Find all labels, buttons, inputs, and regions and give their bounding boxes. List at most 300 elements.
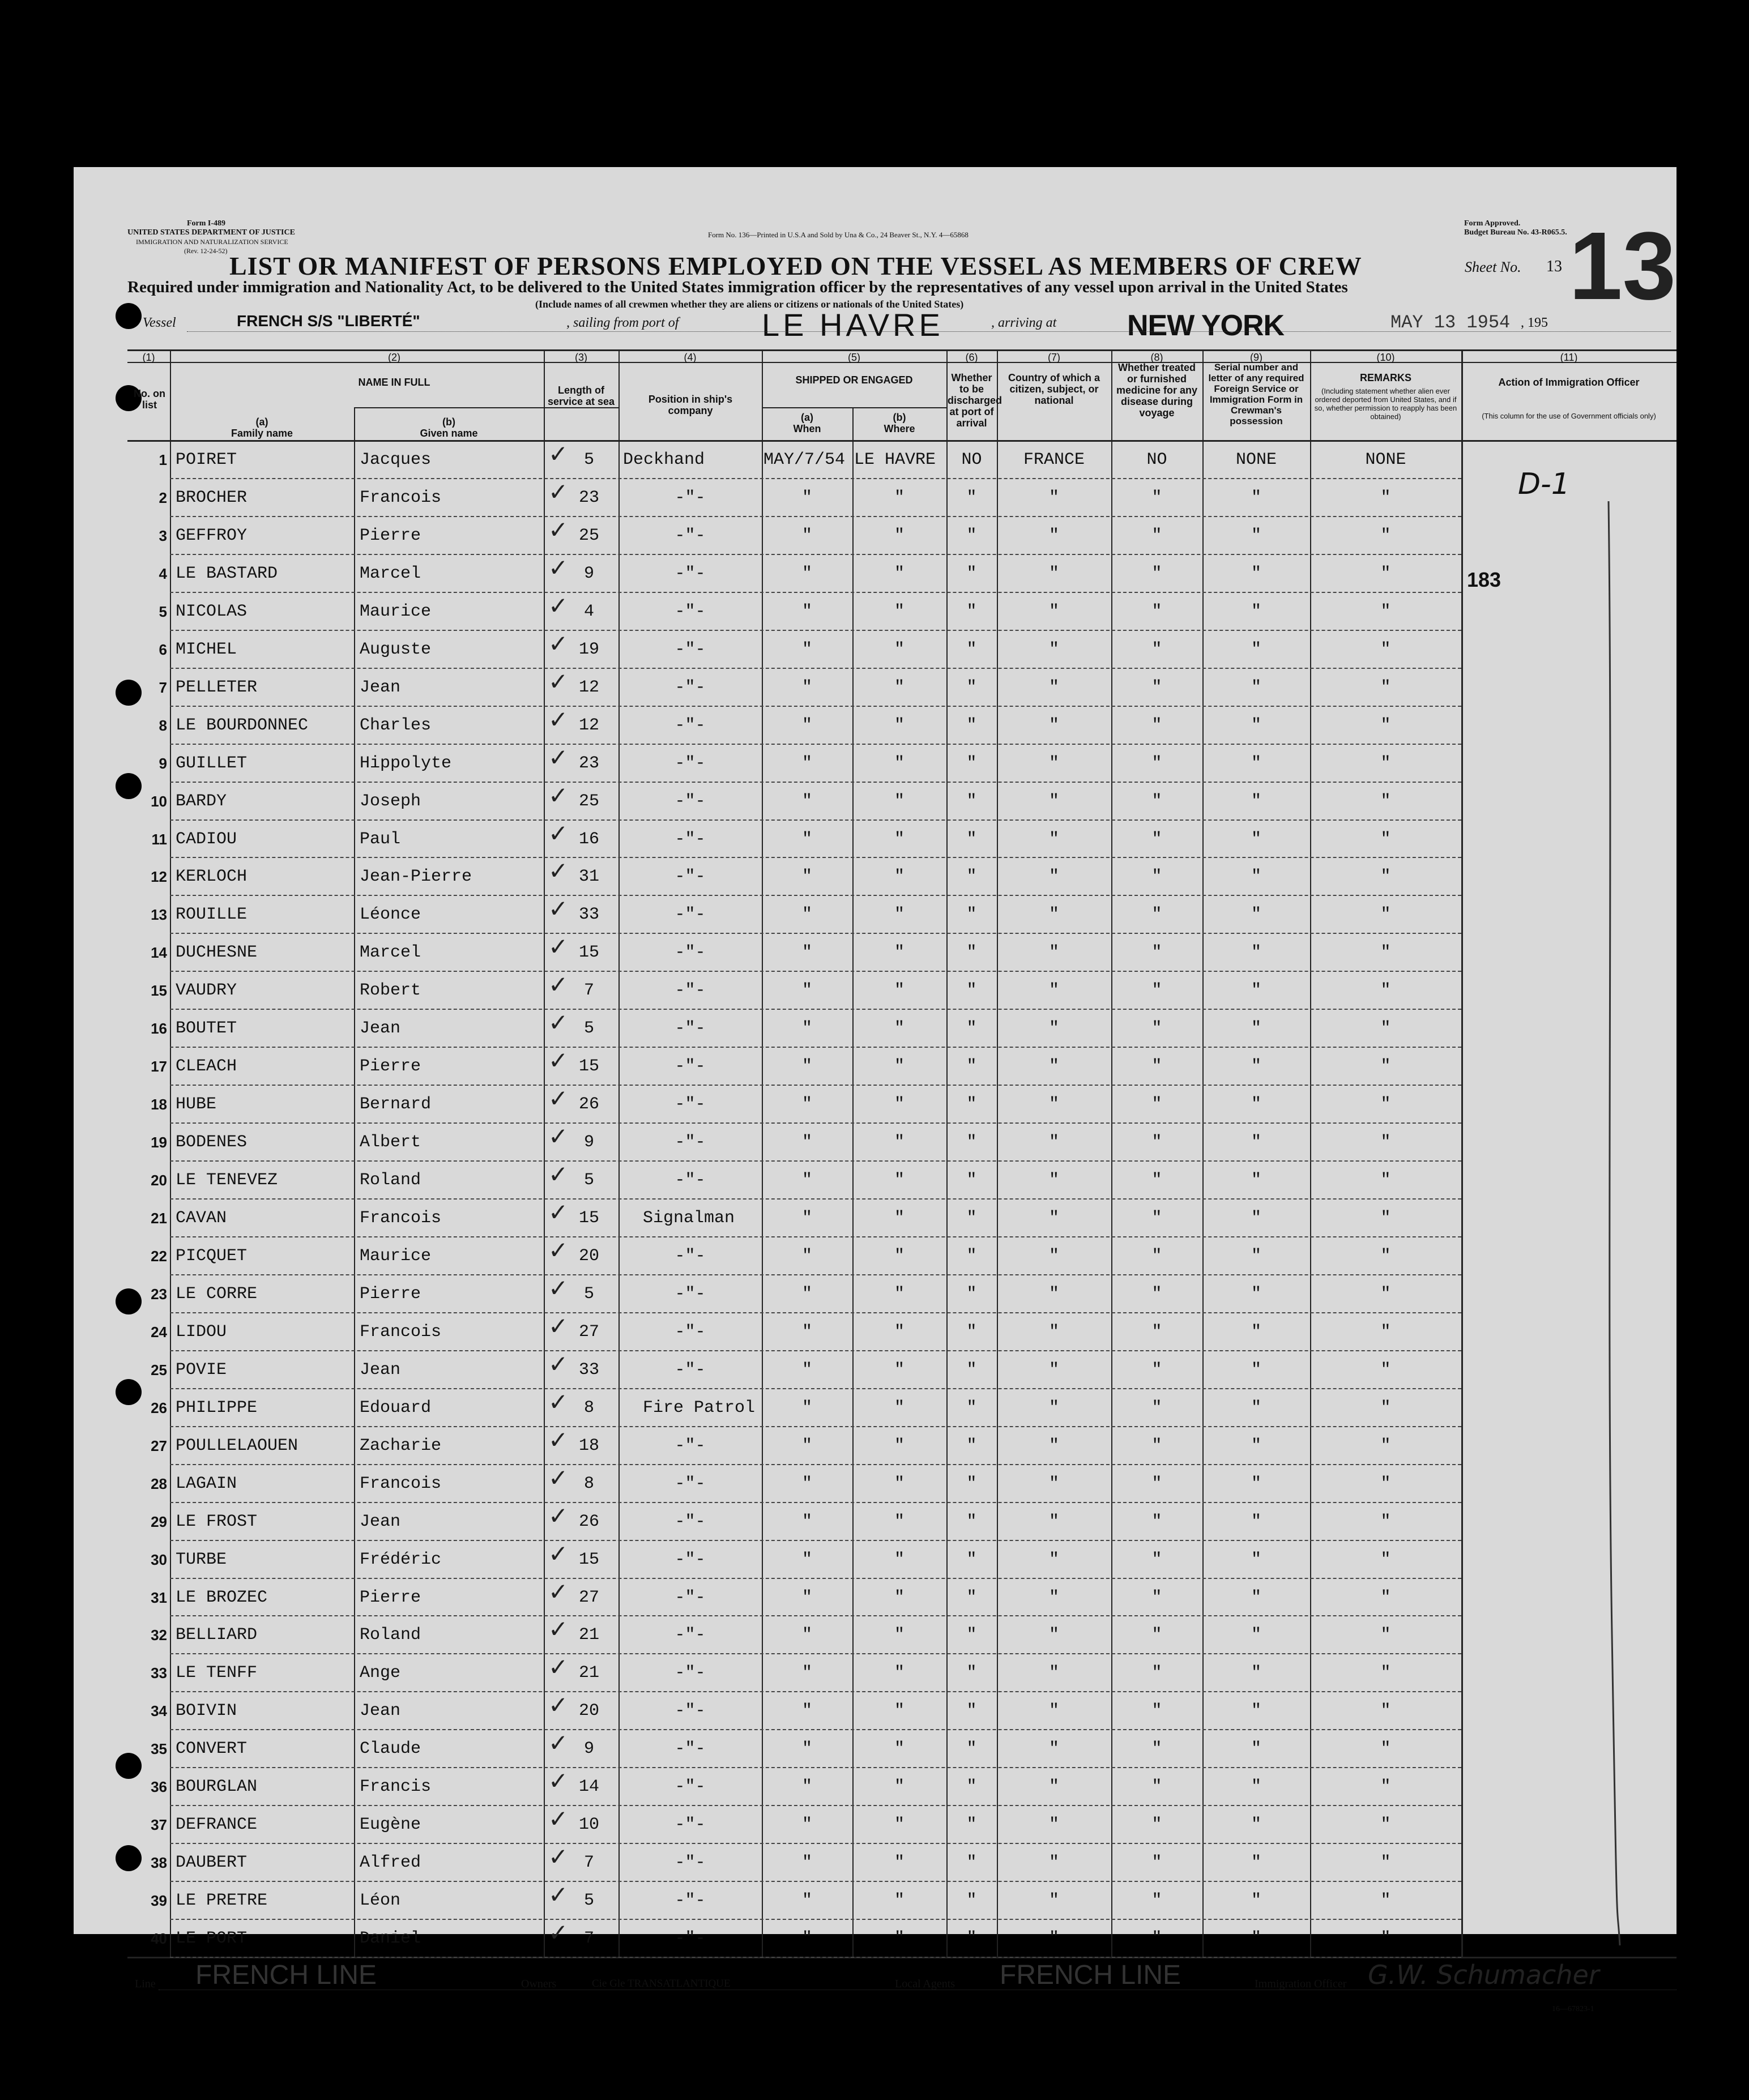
- country-ditto: ": [1048, 1322, 1059, 1342]
- country-ditto: ": [1048, 981, 1059, 1001]
- treated-ditto: ": [1151, 677, 1162, 697]
- table-row: [170, 1729, 1461, 1730]
- shipped-where-ditto: ": [894, 1701, 905, 1721]
- country-ditto: ": [1048, 1284, 1059, 1304]
- shipped-where-ditto: ": [894, 715, 905, 735]
- shipped-where-ditto: ": [894, 753, 905, 773]
- remarks: NONE: [1365, 450, 1406, 469]
- treated-ditto: ": [1151, 1284, 1162, 1304]
- manifest-note: (Include names of all crewmen whether they are aliens or citizens or nationals of the United States): [535, 298, 964, 310]
- position-ditto: -"-: [675, 1057, 706, 1077]
- position-ditto: -"-: [675, 1360, 706, 1380]
- treated-ditto: ": [1151, 753, 1162, 773]
- checkmark-icon: ✓: [548, 1539, 569, 1568]
- table-row: [170, 706, 1461, 707]
- shipped-when-ditto: ": [801, 1209, 812, 1228]
- shipped-when-ditto: ": [801, 1398, 812, 1418]
- checkmark-icon: ✓: [548, 1653, 569, 1681]
- discharged-ditto: ": [966, 1587, 977, 1607]
- shipped-where-ditto: ": [894, 867, 905, 887]
- shipped-when-ditto: ": [801, 715, 812, 735]
- checkmark-icon: ✓: [548, 1009, 569, 1037]
- service-length: 25: [578, 791, 599, 811]
- table-row: [170, 478, 1461, 479]
- checkmark-icon: ✓: [548, 1501, 569, 1530]
- col5a-header: (a) When: [793, 412, 821, 434]
- row-number: 33: [151, 1664, 167, 1682]
- treated-ditto: ": [1151, 526, 1162, 545]
- treated-ditto: ": [1151, 601, 1162, 621]
- treated-ditto: ": [1151, 1739, 1162, 1759]
- given-name: Jean: [360, 677, 401, 697]
- row-number: 24: [151, 1323, 167, 1341]
- discharged-ditto: ": [966, 1777, 977, 1797]
- shipped-when-ditto: ": [801, 1512, 812, 1531]
- country-ditto: ": [1048, 1512, 1059, 1531]
- shipped-where-ditto: ": [894, 1360, 905, 1380]
- service-length: 15: [578, 1209, 599, 1228]
- shipped-where-ditto: ": [894, 1398, 905, 1418]
- checkmark-icon: ✓: [548, 1881, 569, 1909]
- given-name: Joseph: [360, 791, 421, 811]
- table-row: [170, 782, 1461, 783]
- agents-label: Local Agents: [895, 1978, 955, 1990]
- officer-note-183: 183: [1467, 568, 1501, 591]
- country-ditto: ": [1048, 1133, 1059, 1153]
- treated-ditto: ": [1151, 1777, 1162, 1797]
- family-name: POIRET: [176, 450, 237, 469]
- shipped-where-ditto: ": [894, 1663, 905, 1683]
- serial-ditto: ": [1251, 943, 1261, 963]
- serial-ditto: ": [1251, 488, 1261, 507]
- treated-ditto: ": [1151, 564, 1162, 583]
- row-number: 10: [151, 792, 167, 810]
- family-name: DEFRANCE: [176, 1815, 258, 1835]
- family-name: BOUTET: [176, 1019, 237, 1039]
- position-ditto: -"-: [675, 1550, 706, 1569]
- shipped-where-ditto: ": [894, 943, 905, 963]
- family-name: PHILIPPE: [176, 1398, 258, 1418]
- shipped-when-ditto: ": [801, 1057, 812, 1077]
- position-ditto: -"-: [675, 1815, 706, 1835]
- table-row: [170, 1085, 1461, 1086]
- discharged-ditto: ": [966, 639, 977, 659]
- table-row: [170, 668, 1461, 669]
- shipped-where-ditto: ": [894, 1284, 905, 1304]
- country-ditto: ": [1048, 1929, 1059, 1949]
- serial-ditto: ": [1251, 1891, 1261, 1911]
- sailing-label: , sailing from port of: [566, 315, 679, 330]
- table-row: [170, 1464, 1461, 1465]
- serial-ditto: ": [1251, 753, 1261, 773]
- shipped-when-ditto: ": [801, 1246, 812, 1266]
- given-name: Jacques: [360, 450, 432, 469]
- remarks-ditto: ": [1380, 791, 1391, 811]
- checkmark-icon: ✓: [548, 1843, 569, 1871]
- checkmark-icon: ✓: [548, 895, 569, 923]
- row-number: 7: [159, 678, 167, 696]
- shipped-where-ditto: ": [894, 829, 905, 849]
- table-row: [170, 1274, 1461, 1275]
- service-length: 33: [578, 905, 599, 925]
- row-number: 13: [151, 906, 167, 924]
- checkmark-icon: ✓: [548, 1615, 569, 1644]
- remarks-ditto: ": [1380, 1360, 1391, 1380]
- col9-number: (9): [1250, 352, 1262, 363]
- country-ditto: ": [1048, 1587, 1059, 1607]
- discharged-ditto: ": [966, 1550, 977, 1569]
- table-row: [170, 1047, 1461, 1048]
- given-name: Jean: [360, 1019, 401, 1039]
- checkmark-icon: ✓: [548, 1350, 569, 1378]
- family-name: PELLETER: [176, 677, 258, 697]
- table-row: [170, 1122, 1461, 1124]
- row-number: 40: [151, 1930, 167, 1948]
- discharged-ditto: ": [966, 1246, 977, 1266]
- discharged-ditto: ": [966, 526, 977, 545]
- remarks-ditto: ": [1380, 1663, 1391, 1683]
- row-number: 20: [151, 1172, 167, 1189]
- col10-header: REMARKS: [1359, 372, 1411, 383]
- serial-ditto: ": [1251, 1550, 1261, 1569]
- serial-ditto: ": [1251, 1815, 1261, 1835]
- treated-ditto: ": [1151, 1550, 1162, 1569]
- serial-ditto: ": [1251, 1209, 1261, 1228]
- officer-label: Immigration Officer: [1255, 1978, 1347, 1990]
- service-length: 9: [583, 1739, 594, 1759]
- given-name: Jean: [360, 1701, 401, 1721]
- shipped-when-ditto: ": [801, 1360, 812, 1380]
- service-length: 5: [583, 1284, 594, 1304]
- serial-ditto: ": [1251, 601, 1261, 621]
- given-name: Ange: [360, 1663, 401, 1683]
- family-name: LAGAIN: [176, 1474, 237, 1493]
- serial-ditto: ": [1251, 905, 1261, 925]
- shipped-when-ditto: ": [801, 1587, 812, 1607]
- row-number: 32: [151, 1627, 167, 1644]
- family-name: LE BASTARD: [176, 564, 278, 583]
- checkmark-icon: ✓: [548, 1577, 569, 1606]
- family-name: BOURGLAN: [176, 1777, 258, 1797]
- discharged: NO: [961, 450, 982, 469]
- position-ditto: -"-: [675, 1246, 706, 1266]
- table-row: [170, 1426, 1461, 1427]
- treated-ditto: ": [1151, 1057, 1162, 1077]
- family-name: LE TENEVEZ: [176, 1171, 278, 1190]
- country-ditto: ": [1048, 1663, 1059, 1683]
- sheet-number-stamp: 13: [1569, 212, 1677, 320]
- family-name: POULLELAOUEN: [176, 1436, 298, 1456]
- service-length: 23: [578, 488, 599, 507]
- row-number: 25: [151, 1361, 167, 1378]
- shipped-when-ditto: ": [801, 1095, 812, 1115]
- table-row: [170, 857, 1461, 858]
- col6-number: (6): [965, 352, 978, 363]
- position-ditto: -"-: [675, 1284, 706, 1304]
- table-row: [170, 1691, 1461, 1692]
- serial-ditto: ": [1251, 564, 1261, 583]
- checkmark-icon: ✓: [548, 553, 569, 582]
- shipped-when-ditto: ": [801, 905, 812, 925]
- service-length: 21: [578, 1663, 599, 1683]
- service-length: 9: [583, 564, 594, 583]
- col2-header: NAME IN FULL: [358, 377, 430, 388]
- shipped-when-ditto: ": [801, 791, 812, 811]
- shipped-where-ditto: ": [894, 1587, 905, 1607]
- given-name: Marcel: [360, 943, 421, 963]
- family-name: HUBE: [176, 1095, 217, 1115]
- serial-ditto: ": [1251, 1701, 1261, 1721]
- table-row: [170, 1540, 1461, 1541]
- table-row: [170, 1615, 1461, 1616]
- table-row: [170, 1350, 1461, 1351]
- position: Fire Patrol: [643, 1398, 756, 1418]
- line-label: Line: [135, 1978, 156, 1990]
- given-name: Paul: [360, 829, 401, 849]
- col11-header: Action of Immigration Officer: [1498, 377, 1640, 388]
- given-name: Jean: [360, 1360, 401, 1380]
- remarks-ditto: ": [1380, 639, 1391, 659]
- header-bottom-rule: [127, 440, 1677, 442]
- checkmark-icon: ✓: [548, 667, 569, 695]
- discharged-ditto: ": [966, 1019, 977, 1039]
- given-name: Pierre: [360, 1587, 421, 1607]
- discharged-ditto: ": [966, 981, 977, 1001]
- remarks-ditto: ": [1380, 1815, 1391, 1835]
- country-ditto: ": [1048, 1891, 1059, 1911]
- country-ditto: ": [1048, 1853, 1059, 1873]
- discharged-ditto: ": [966, 1209, 977, 1228]
- position-ditto: -"-: [675, 1133, 706, 1153]
- discharged-ditto: ": [966, 1625, 977, 1645]
- family-name: NICOLAS: [176, 601, 248, 621]
- family-name: BARDY: [176, 791, 227, 811]
- checkmark-icon: ✓: [548, 591, 569, 620]
- col7-number: (7): [1048, 352, 1060, 363]
- remarks-ditto: ": [1380, 1209, 1391, 1228]
- remarks-ditto: ": [1380, 753, 1391, 773]
- owners-label: Owners: [521, 1978, 557, 1990]
- row-number: 16: [151, 1020, 167, 1038]
- row-number: 19: [151, 1134, 167, 1151]
- country-ditto: ": [1048, 829, 1059, 849]
- service-length: 26: [578, 1095, 599, 1115]
- row-number: 8: [159, 716, 167, 734]
- discharged-ditto: ": [966, 1322, 977, 1342]
- voyage-underline: [187, 331, 1671, 332]
- table-row: [170, 1805, 1461, 1806]
- given-name: Maurice: [360, 601, 432, 621]
- shipped-sub-rule: [762, 407, 946, 408]
- serial-ditto: ": [1251, 1625, 1261, 1645]
- treated-ditto: ": [1151, 715, 1162, 735]
- country-ditto: ": [1048, 791, 1059, 811]
- discharged-ditto: ": [966, 905, 977, 925]
- given-name: Marcel: [360, 564, 421, 583]
- remarks-ditto: ": [1380, 1322, 1391, 1342]
- shipped-where-ditto: ": [894, 1739, 905, 1759]
- shipped-when-ditto: ": [801, 981, 812, 1001]
- shipped-where-ditto: ": [894, 1815, 905, 1835]
- treated-ditto: ": [1151, 1701, 1162, 1721]
- serial-ditto: ": [1251, 677, 1261, 697]
- treated-ditto: ": [1151, 791, 1162, 811]
- shipped-where-ditto: ": [894, 1891, 905, 1911]
- family-name: MICHEL: [176, 639, 237, 659]
- officer-note-d1: D-1: [1518, 467, 1570, 501]
- discharged-ditto: ": [966, 1133, 977, 1153]
- shipped-when-ditto: ": [801, 677, 812, 697]
- checkmark-icon: ✓: [548, 1312, 569, 1340]
- table-row: [170, 1160, 1461, 1162]
- given-name: Jean: [360, 1512, 401, 1531]
- treated-ditto: ": [1151, 867, 1162, 887]
- shipped-when-ditto: ": [801, 488, 812, 507]
- service-length: 23: [578, 753, 599, 773]
- discharged-ditto: ": [966, 1663, 977, 1683]
- treated-ditto: ": [1151, 1209, 1162, 1228]
- given-name: Roland: [360, 1171, 421, 1190]
- treated-ditto: ": [1151, 1815, 1162, 1835]
- treated-ditto: ": [1151, 1322, 1162, 1342]
- shipped-when-ditto: ": [801, 1171, 812, 1190]
- table-row: [170, 1312, 1461, 1313]
- remarks-ditto: ": [1380, 1284, 1391, 1304]
- table-row: [170, 895, 1461, 896]
- given-name: Edouard: [360, 1398, 432, 1418]
- serial-ditto: ": [1251, 1587, 1261, 1607]
- given-name: Claude: [360, 1739, 421, 1759]
- position-ditto: -"-: [675, 1777, 706, 1797]
- discharged-ditto: ": [966, 1057, 977, 1077]
- discharged-ditto: ": [966, 601, 977, 621]
- position-ditto: -"-: [675, 1663, 706, 1683]
- serial-ditto: ": [1251, 1171, 1261, 1190]
- position-ditto: -"-: [675, 1019, 706, 1039]
- table-row: [170, 971, 1461, 972]
- service-length: 16: [578, 829, 599, 849]
- treated-ditto: ": [1151, 1663, 1162, 1683]
- checkmark-icon: ✓: [548, 440, 569, 468]
- country-ditto: ": [1048, 1246, 1059, 1266]
- shipped-when-ditto: ": [801, 943, 812, 963]
- position-ditto: -"-: [675, 1474, 706, 1493]
- family-name: LE CORRE: [176, 1284, 258, 1304]
- row-number: 12: [151, 868, 167, 886]
- row-number: 18: [151, 1096, 167, 1113]
- row-number: 29: [151, 1513, 167, 1530]
- remarks-ditto: ": [1380, 526, 1391, 545]
- serial-number: NONE: [1235, 450, 1277, 469]
- discharged-ditto: ": [966, 1398, 977, 1418]
- serial-ditto: ": [1251, 1474, 1261, 1493]
- remarks-ditto: ": [1380, 1512, 1391, 1531]
- table-row: [170, 744, 1461, 745]
- service-length: 14: [578, 1777, 599, 1797]
- checkmark-icon: ✓: [548, 1236, 569, 1264]
- table-row: [170, 1388, 1461, 1389]
- discharged-ditto: ": [966, 715, 977, 735]
- shipped-when-ditto: ": [801, 1550, 812, 1569]
- col11-number: (11): [1560, 352, 1578, 363]
- treated-ditto: ": [1151, 1436, 1162, 1456]
- remarks-ditto: ": [1380, 829, 1391, 849]
- name-sub-rule: [354, 407, 618, 408]
- remarks-ditto: ": [1380, 1891, 1391, 1911]
- given-name: Léonce: [360, 905, 421, 925]
- checkmark-icon: ✓: [548, 971, 569, 999]
- discharged-ditto: ": [966, 1436, 977, 1456]
- position-ditto: -"-: [675, 753, 706, 773]
- shipped-where-ditto: ": [894, 1171, 905, 1190]
- treated-ditto: ": [1151, 1625, 1162, 1645]
- row-number: 21: [151, 1210, 167, 1227]
- form-code: 16—67823-1: [1552, 2005, 1594, 2013]
- manifest-sheet: [74, 167, 1677, 2013]
- checkmark-icon: ✓: [548, 781, 569, 809]
- given-name: Charles: [360, 715, 432, 735]
- remarks-ditto: ": [1380, 1246, 1391, 1266]
- checkmark-icon: ✓: [548, 1691, 569, 1719]
- service-length: 12: [578, 715, 599, 735]
- shipped-where-ditto: ": [894, 1853, 905, 1873]
- service-length: 27: [578, 1587, 599, 1607]
- shipped-when-ditto: ": [801, 564, 812, 583]
- year-suffix: , 195: [1521, 315, 1548, 330]
- discharged-ditto: ": [966, 753, 977, 773]
- checkmark-icon: ✓: [548, 1463, 569, 1492]
- shipped-where-ditto: ": [894, 791, 905, 811]
- discharged-ditto: ": [966, 677, 977, 697]
- family-name: BROCHER: [176, 488, 248, 507]
- row-number: 5: [159, 603, 167, 620]
- country-ditto: ": [1048, 1701, 1059, 1721]
- treated-ditto: ": [1151, 639, 1162, 659]
- discharged-ditto: ": [966, 1929, 977, 1949]
- position-ditto: -"-: [675, 1929, 706, 1949]
- given-name: Auguste: [360, 639, 432, 659]
- family-name: LE TENFF: [176, 1663, 258, 1683]
- service-length: 21: [578, 1625, 599, 1645]
- discharged-ditto: ": [966, 1360, 977, 1380]
- remarks-ditto: ": [1380, 488, 1391, 507]
- col-rule: [354, 407, 355, 1958]
- shipped-when-ditto: ": [801, 753, 812, 773]
- position-ditto: -"-: [675, 829, 706, 849]
- position-ditto: -"-: [675, 1171, 706, 1190]
- treated-ditto: ": [1151, 829, 1162, 849]
- service-length: 15: [578, 1057, 599, 1077]
- serial-ditto: ": [1251, 867, 1261, 887]
- position-ditto: -"-: [675, 1739, 706, 1759]
- country-ditto: ": [1048, 753, 1059, 773]
- country-ditto: ": [1048, 1360, 1059, 1380]
- given-name: Maurice: [360, 1246, 432, 1266]
- row-number: 30: [151, 1551, 167, 1568]
- manifest-title: LIST OR MANIFEST OF PERSONS EMPLOYED ON THE VESSEL AS MEMBERS OF CREW: [229, 251, 1362, 280]
- arriving-label: , arriving at: [991, 315, 1057, 330]
- family-name: LE PRETRE: [176, 1891, 268, 1911]
- remarks-ditto: ": [1380, 1550, 1391, 1569]
- col9-header: Serial number and letter of any required Foreign Service or Immigration Form in Crewman's possession: [1208, 362, 1304, 426]
- family-name: LE BOURDONNEC: [176, 715, 309, 735]
- shipped-where: LE HAVRE: [854, 450, 936, 469]
- officer-bracket-line: [1603, 501, 1626, 1951]
- col5-number: (5): [848, 352, 860, 363]
- service-length: 31: [578, 867, 599, 887]
- discharged-ditto: ": [966, 1739, 977, 1759]
- family-name: TURBE: [176, 1550, 227, 1569]
